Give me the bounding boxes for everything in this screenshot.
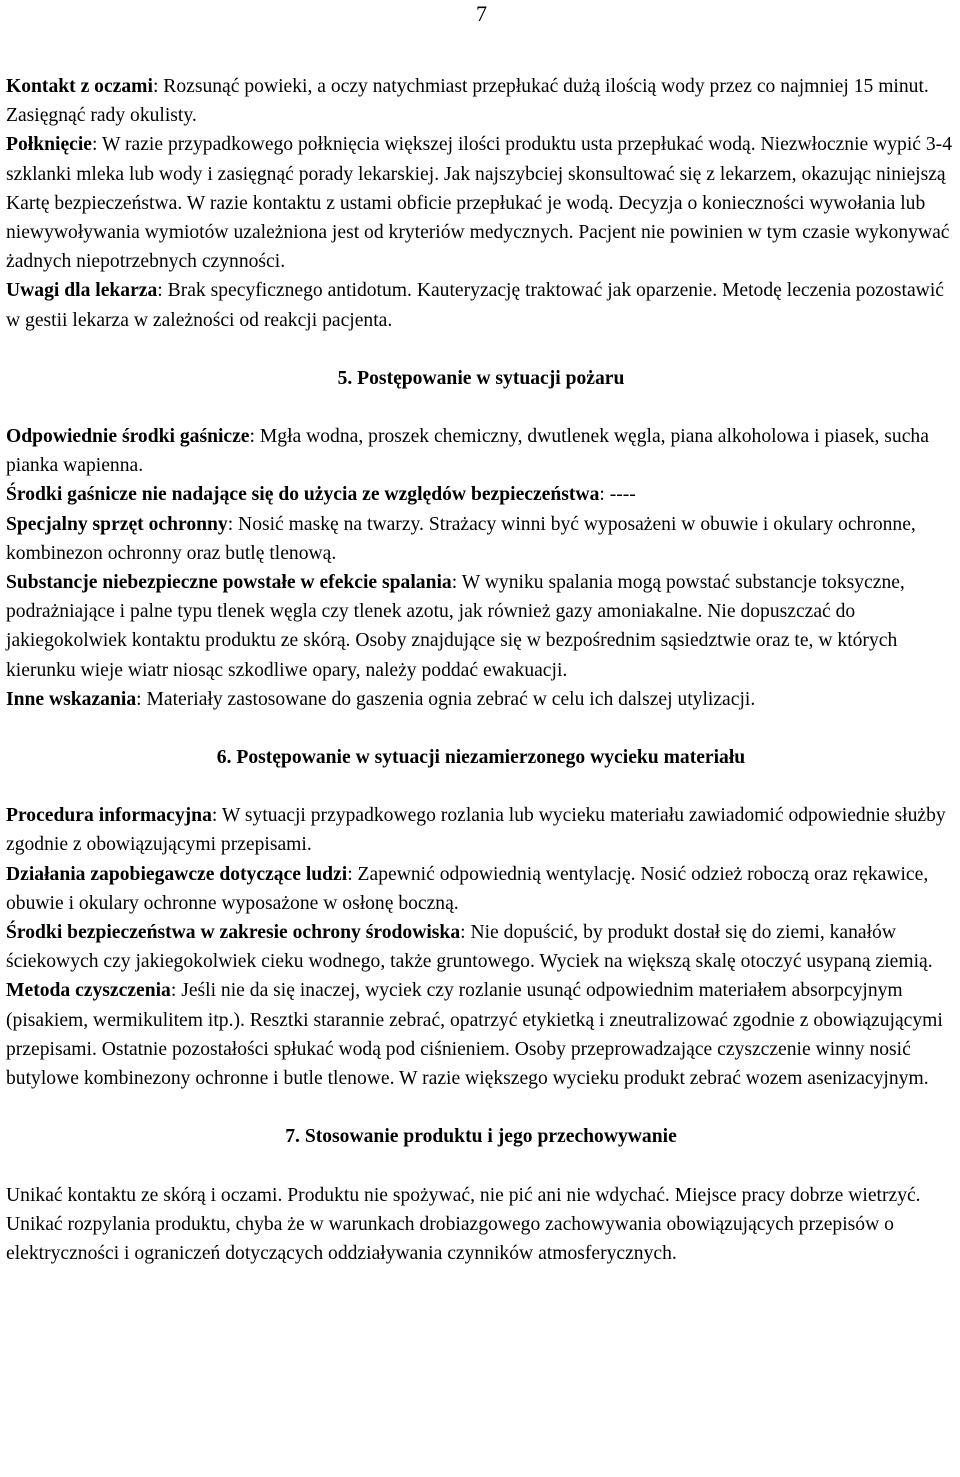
unsuitable-media-text: : ---- bbox=[599, 484, 636, 506]
section-5-heading: 5. Postępowanie w sytuacji pożaru bbox=[337, 367, 625, 389]
doctor-notes-label: Uwagi dla lekarza bbox=[6, 280, 158, 302]
protective-equipment-text: : Nosić maskę na twarzy. Strażacy winni być wyposażeni w obuwie i okulary ochronne, kombinezon ochronny oraz butlę tlenową. bbox=[6, 513, 916, 564]
document-body bbox=[6, 72, 956, 1268]
extinguishing-media bbox=[6, 422, 956, 480]
unsuitable-media-label: Środki gaśnicze nie nadające się do użycia ze względów bezpieczeństwa bbox=[6, 484, 600, 506]
first-aid-ingestion bbox=[6, 130, 956, 276]
cleanup-method bbox=[6, 976, 956, 1093]
extinguishing-media-label: Odpowiednie środki gaśnicze bbox=[6, 426, 250, 448]
personal-precautions-text: : Zapewnić odpowiednią wentylację. Nosić odzież roboczą oraz rękawice, obuwie i okulary ochronne wyposażone w osłonę boczną. bbox=[6, 863, 929, 914]
environmental-precautions-label: Środki bezpieczeństwa w zakresie ochrony środowiska bbox=[6, 922, 461, 944]
other-indications-label: Inne wskazania bbox=[6, 688, 137, 710]
ingestion-text: : W razie przypadkowego połknięcia większej ilości produktu usta przepłukać wodą. Niezwłocznie wypić 3-4 szklanki mleka lub wody i zasięgnąć porady lekarskiej. Jak najszybciej skonsultować się z lekarzem, okazując niniejszą Kartę bezpieczeństwa. W razie kontaktu z ustami obficie przepłukać je wodą. Decyzja o konieczności wywołania lub niewywoływania wymiotów uzależniona jest od kryteriów medycznych. Pacjent nie powinien w tym czasie wykonywać żadnych niepotrzebnych czynności. bbox=[6, 134, 953, 273]
cleanup-method-label: Metoda czyszczenia bbox=[6, 980, 171, 1002]
hazardous-combustion-text: : W wyniku spalania mogą powstać substancje toksyczne, podrażniające i palne typu tlenek węgla czy tlenek azotu, jak również gazy amoniakalne. Nie dopuszczać do jakiegokolwiek kontaktu produktu ze skórą. Osoby znajdujące się w bezpośrednim sąsiedztwie oraz te, w których kierunku wieje wiatr niosąc szkodliwe opary, należy poddać ewakuacji. bbox=[6, 572, 905, 681]
other-indications-text: : Materiały zastosowane do gaszenia ognia zebrać w celu ich dalszej utylizacji. bbox=[136, 688, 756, 710]
hazardous-combustion bbox=[6, 568, 956, 685]
handling-storage-text: Unikać kontaktu ze skórą i oczami. Produktu nie spożywać, nie pić ani nie wdychać. Miejsce pracy dobrze wietrzyć. Unikać rozpylania produktu, chyba że w warunkach drobiazgowego zachowywania obowiązujących przepisów o elektryczności i ograniczeń dotyczących oddziaływania czynników atmosferycznych. bbox=[6, 1184, 921, 1264]
hazardous-combustion-label: Substancje niebezpieczne powstałe w efekcie spalania bbox=[6, 572, 452, 594]
personal-precautions bbox=[6, 860, 956, 918]
section-7-heading: 7. Stosowanie produktu i jego przechowywanie bbox=[285, 1126, 677, 1148]
eyes-text: : Rozsunąć powieki, a oczy natychmiast przepłukać dużą ilością wody przez co najmniej 15 minut. Zasięgnąć rady okulisty. bbox=[6, 76, 929, 127]
first-aid-eyes bbox=[6, 72, 956, 130]
ingestion-label: Połknięcie bbox=[6, 134, 92, 156]
unsuitable-media bbox=[6, 480, 956, 509]
cleanup-method-text: : Jeśli nie da się inaczej, wyciek czy rozlanie usunąć odpowiednim materiałem absorpcyjnym (pisakiem, wermikulitem itp.). Resztki starannie zebrać, opatrzyć etykietką i zneutralizować zgodnie z obowiązującymi przepisami. Ostatnie pozostałości spłukać wodą pod ciśnieniem. Osoby przeprowadzające czyszczenie winny nosić butylowe kombinezony ochronne i butle tlenowe. W razie większego wycieku produkt zebrać wozem asenizacyjnym. bbox=[6, 980, 943, 1090]
protective-equipment bbox=[6, 510, 956, 568]
information-procedure-text: : W sytuacji przypadkowego rozlania lub wycieku materiału zawiadomić odpowiednie służby zgodnie z obowiązującymi przepisami. bbox=[6, 805, 946, 856]
doctor-notes bbox=[6, 276, 956, 334]
section-6-heading: 6. Postępowanie w sytuacji niezamierzonego wycieku materiału bbox=[216, 747, 746, 769]
environmental-precautions bbox=[6, 918, 956, 976]
information-procedure bbox=[6, 801, 956, 859]
eyes-label: Kontakt z oczami bbox=[6, 76, 153, 97]
page-number: 7 bbox=[476, 1, 487, 26]
protective-equipment-label: Specjalny sprzęt ochronny bbox=[6, 513, 228, 535]
extinguishing-media-text: : Mgła wodna, proszek chemiczny, dwutlenek węgla, piana alkoholowa i piasek, sucha pianka wapienna. bbox=[6, 426, 929, 477]
environmental-precautions-text: : Nie dopuścić, by produkt dostał się do ziemi, kanałów ściekowych czy jakiegokolwiek cieku wodnego, także gruntowego. Wyciek na większą skalę otoczyć usypaną ziemią. bbox=[6, 922, 933, 973]
information-procedure-label: Procedura informacyjna bbox=[6, 805, 212, 827]
doctor-notes-text: : Brak specyficznego antidotum. Kauteryzację traktować jak oparzenie. Metodę leczenia pozostawić w gestii lekarza w zależności od reakcji pacjenta. bbox=[6, 280, 944, 331]
personal-precautions-label: Działania zapobiegawcze dotyczące ludzi bbox=[6, 863, 348, 885]
other-indications bbox=[6, 685, 956, 714]
